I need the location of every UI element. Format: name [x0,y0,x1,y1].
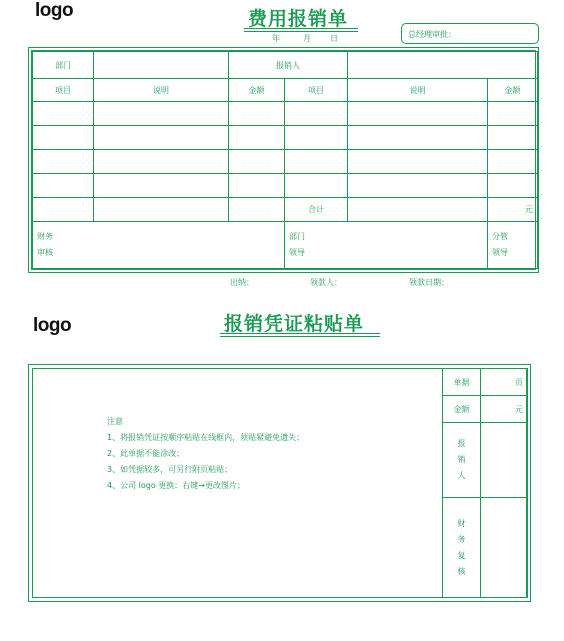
finance-review-char: 复 [457,550,466,560]
entry-cell[interactable] [285,174,348,198]
voucher-side-table [442,368,528,598]
voucher-reimburser-label [443,423,481,498]
title2-underline-1 [220,333,380,334]
gm-approval-box [401,23,539,44]
dept-value-cell[interactable] [94,52,229,79]
pages-unit[interactable]: 页 [481,369,528,396]
cashier-label: 出纳： [230,278,254,287]
company-logo-top: logo [35,0,74,21]
total-value-cell[interactable] [348,198,488,222]
pages-label: 单据 [443,369,481,396]
company-logo-bottom: logo [33,315,72,336]
reimburser-char: 人 [457,471,466,480]
entry-cell[interactable] [229,174,285,198]
total-label: 合计 [285,198,348,222]
voucher-side-panel [442,368,527,598]
col-desc-2: 说明 [348,79,488,102]
entry-cell[interactable] [33,174,94,198]
col-amount-1: 金额 [229,79,285,102]
col-item-2: 项目 [285,79,348,102]
gm-approval-label: 总经理审批： [408,30,456,39]
division-leader-line1: 分管 [492,232,508,241]
title-underline-1 [244,28,358,29]
voucher-amount-unit[interactable]: 元 [481,396,528,423]
table-row [33,102,538,126]
col-amount-2: 金额 [488,79,538,102]
reimburser-value-cell[interactable] [348,52,538,79]
expense-form-title: 费用报销单 [248,8,349,30]
voucher-reimburser-cell[interactable] [481,423,528,498]
note-item: 1、将报销凭证按顺序粘贴在线框内，须贴紧避免遗失； [107,433,305,442]
entry-cell[interactable] [94,126,229,150]
entry-cell[interactable] [94,150,229,174]
entry-cell[interactable] [285,102,348,126]
dept-leader-line2: 领导 [289,248,305,257]
header-row-dept [33,52,538,79]
table-row [33,126,538,150]
entry-cell[interactable] [348,150,488,174]
entry-cell[interactable] [488,126,538,150]
entry-cell[interactable] [488,102,538,126]
note-item: 4、公司 logo 更换：右键→更改图片； [107,481,245,490]
entry-cell[interactable] [229,198,285,222]
title-underline-2 [244,31,358,32]
entry-cell[interactable] [33,150,94,174]
date-year: 年 [272,34,280,43]
voucher-form-title: 报销凭证粘贴单 [224,313,365,335]
voucher-amount-label: 金额 [443,396,481,423]
entry-cell[interactable] [229,102,285,126]
note-item: 3、如凭据较多，可另行附页粘贴； [107,465,233,474]
division-leader-cell[interactable] [488,222,538,269]
entry-cell[interactable] [229,126,285,150]
reimburser-char: 报 [457,439,466,448]
entry-cell[interactable] [33,198,94,222]
entry-cell[interactable] [229,150,285,174]
division-leader-line2: 领导 [492,248,508,257]
entry-cell[interactable] [94,102,229,126]
signature-row [33,222,538,269]
voucher-finance-review-label [443,498,481,598]
dept-leader-line1: 部门 [289,232,305,241]
entry-cell[interactable] [488,150,538,174]
table-row [33,174,538,198]
col-item-1: 项目 [33,79,94,102]
entry-cell[interactable] [285,126,348,150]
dept-label: 部门 [33,52,94,79]
total-row [33,198,538,222]
entry-cell[interactable] [488,174,538,198]
voucher-notes [107,414,304,494]
finance-review-line2: 审核 [37,248,53,257]
entry-cell[interactable] [348,102,488,126]
entry-cell[interactable] [348,174,488,198]
receiver-label: 领款人： [310,278,342,287]
receive-date-label: 领款日期： [409,278,449,287]
expense-form-inner-frame [31,50,536,270]
finance-review-char: 财 [457,518,466,528]
entry-cell[interactable] [33,102,94,126]
notes-title: 注意 [107,417,123,426]
finance-review-char: 核 [457,566,466,576]
entry-cell[interactable] [348,126,488,150]
entry-cell[interactable] [94,198,229,222]
reimburser-char: 销 [457,455,466,464]
entry-cell[interactable] [33,126,94,150]
finance-review-char: 务 [457,534,466,544]
finance-review-cell[interactable] [33,222,285,269]
note-item: 2、此单据不能涂改； [107,449,185,458]
table-row [33,150,538,174]
entry-cell[interactable] [285,150,348,174]
entry-cell[interactable] [94,174,229,198]
voucher-finance-review-cell[interactable] [481,498,528,598]
expense-table [32,51,538,269]
total-yuan-unit: 元 [488,198,538,222]
date-month: 月 [303,34,311,43]
col-desc-1: 说明 [94,79,229,102]
column-header-row [33,79,538,102]
finance-review-line1: 财务 [37,232,53,241]
dept-leader-cell[interactable] [285,222,488,269]
title2-underline-2 [220,336,380,337]
reimburser-label: 报销人 [229,52,348,79]
date-day: 日 [330,34,338,43]
